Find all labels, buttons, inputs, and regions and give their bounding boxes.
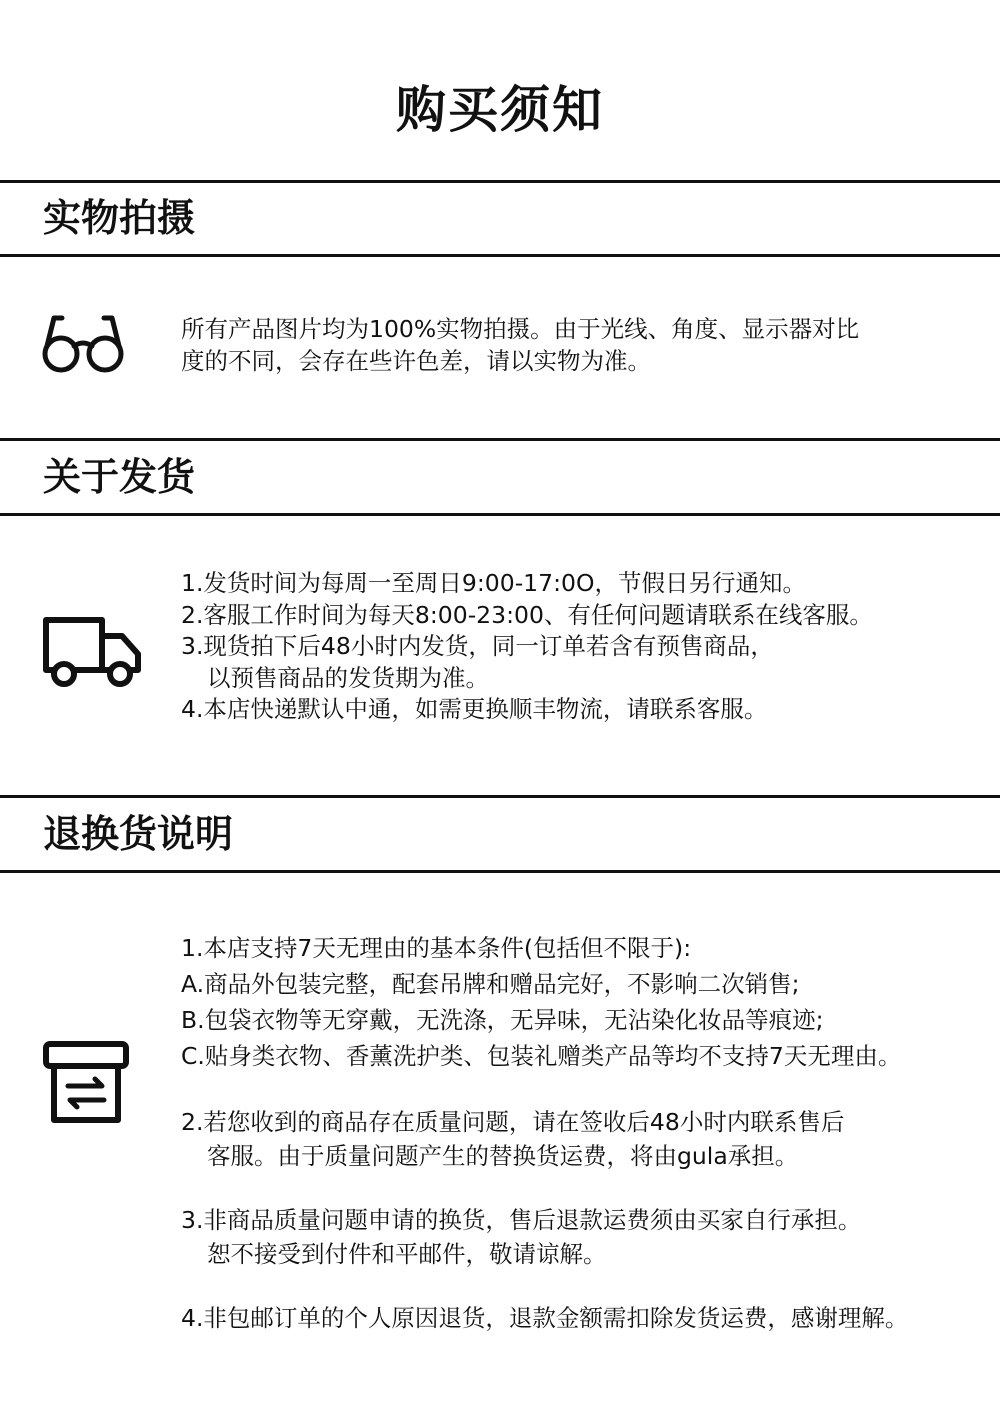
- section-heading: 退换货说明: [43, 812, 234, 856]
- section-heading: 关于发货: [43, 455, 196, 499]
- text-line: 度的不同，会存在些许色差，请以实物为准。: [181, 346, 651, 375]
- text-line: 4.非包邮订单的个人原因退货，退款金额需扣除发货运费，感谢理解。: [181, 1304, 909, 1332]
- text-line: 2.客服工作时间为每天8:00-23:00、有任何问题请联系在线客服。: [181, 600, 873, 629]
- text-line: 以预售商品的发货期为准。: [207, 663, 489, 692]
- photo-notice-text: [181, 314, 981, 377]
- text-line: 所有产品图片均为100%实物拍摄。由于光线、角度、显示器对比: [181, 315, 860, 343]
- text-line: 2.若您收到的商品存在质量问题，请在签收后48小时内联系售后: [181, 1108, 845, 1136]
- shipping-notice-text: [181, 568, 981, 726]
- text-line: A.商品外包装完整，配套吊牌和赠品完好，不影响二次销售;: [181, 970, 800, 998]
- section-header-photo: [0, 180, 1000, 257]
- text-line: 客服。由于质量问题产生的替换货运费，将由gula承担。: [207, 1142, 799, 1170]
- section-header-returns: [0, 795, 1000, 873]
- text-line: 恕不接受到付件和平邮件，敬请谅解。: [207, 1240, 607, 1268]
- text-line: 3.现货拍下后48小时内发货，同一订单若含有预售商品，: [181, 632, 774, 660]
- text-line: 1.本店支持7天无理由的基本条件(包括但不限于):: [181, 934, 692, 962]
- exchange-box-icon: [40, 1038, 132, 1126]
- truck-icon: [40, 612, 144, 690]
- text-line: 3.非商品质量问题申请的换货，售后退款运费须由买家自行承担。: [181, 1206, 862, 1234]
- returns-notice-text: [181, 933, 981, 1337]
- text-line: B.包袋衣物等无穿戴，无洗涤，无异味，无沾染化妆品等痕迹;: [181, 1006, 824, 1034]
- section-header-shipping: [0, 438, 1000, 516]
- text-line: C.贴身类衣物、香薰洗护类、包装礼赠类产品等均不支持7天无理由。: [181, 1042, 902, 1070]
- glasses-icon: [40, 312, 126, 376]
- text-line: 1.发货时间为每周一至周日9:00-17:0O，节假日另行通知。: [181, 569, 806, 597]
- page-title: 购买须知: [396, 81, 604, 139]
- section-heading: 实物拍摄: [43, 196, 196, 240]
- text-line: 4.本店快递默认中通，如需更换顺丰物流，请联系客服。: [181, 695, 768, 723]
